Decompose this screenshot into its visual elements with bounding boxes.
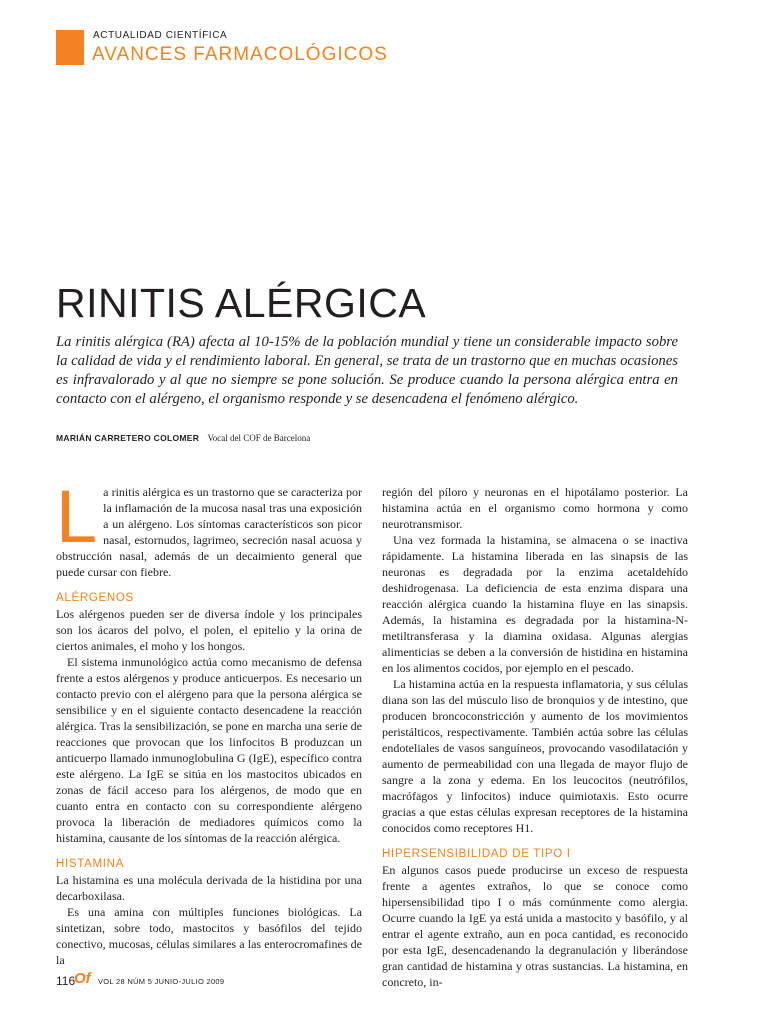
intro-text: a rinitis alérgica es un trastorno que se caracteriza por la inflamación de la mucosa nasal tras una exposición a un alérgeno. Los síntomas característicos son picor nasal, estornudos, lagrimeo, secreción nasal acuosa y obstrucción nasal, además de un decaimiento general que puede cursar con fiebre. (56, 485, 362, 579)
paragraph: El sistema inmunológico actúa como mecanismo de defensa frente a estos alérgenos y produce anticuerpos. Es necesario un contacto previo con el alérgeno para que la persona alérgica se sensibilice y en el siguiente contacto desencadene la reacción alérgica. Tras la sensibilización, se pone en marcha una serie de reacciones que provocan que los linfocitos B produzcan un anticuerpo llamado inmunoglobulina G (IgE), específico contra este alérgeno. La IgE se sitúa en los mastocitos ubicados en zonas de fácil acceso para los alérgenos, de modo que en cuanto entra en contacto con su correspondiente alérgeno provoca la liberación de mediadores químicos como la histamina, causante de los síntomas de la reacción alérgica. (56, 655, 362, 845)
author-role: Vocal del COF de Barcelona (207, 433, 311, 443)
magazine-logo: Of (74, 970, 91, 987)
author-name: MARIÁN CARRETERO COLOMER (56, 433, 200, 443)
column-left (56, 475, 362, 967)
paragraph: La histamina es una molécula derivada de la histidina por una decarboxilasa. (56, 873, 362, 903)
article-lead: La rinitis alérgica (RA) afecta al 10-15% de la población mundial y tiene un considerable impacto sobre la calidad de vida y el rendimiento laboral. En general, se trata de un trastorno que en muchas ocasiones es infravalorado y al que no siempre se pone solución. Se produce cuando la persona alérgica entra en contacto con el alérgeno, el organismo responde y se desencadena el fenómeno alérgico. (56, 334, 678, 407)
page-number: 116 (56, 974, 76, 988)
heading-alergenos: ALÉRGENOS (56, 592, 134, 604)
heading-histamina: HISTAMINA (56, 858, 125, 870)
section-title: AVANCES FARMACOLÓGICOS (92, 44, 388, 65)
issue-info: VOL 28 NÚM 5 JUNIO-JULIO 2009 (98, 977, 225, 986)
heading-hipersensibilidad: HIPERSENSIBILIDAD DE TIPO I (382, 848, 571, 860)
paragraph: En algunos casos puede producirse un exceso de respuesta frente a agentes extraños, lo que se conoce como hipersensibilidad tipo I o más comúnmente como alergia. Ocurre cuando la IgE ya está unida a mastocito y basófilo, y al entrar el agente extraño, aun en poca cantidad, es reconocido por esta IgE, desencadenando la degranulación y liberándose gran cantidad de histamina y otras sustancias. La histamina, en concreto, in- (382, 863, 688, 989)
paragraph: región del píloro y neuronas en el hipotálamo posterior. La histamina actúa en el organismo como hormona y como neurotransmisor. (382, 485, 688, 531)
paragraph: Es una amina con múltiples funciones biológicas. La sintetizan, sobre todo, mastocitos y basófilos del tejido conectivo, mucosas, células similares a las enterocromafines de la (56, 905, 362, 967)
article-title: RINITIS ALÉRGICA (56, 280, 427, 326)
intro-paragraph (56, 475, 362, 580)
paragraph: La histamina actúa en la respuesta inflamatoria, y sus células diana son las del músculo liso de bronquios y de intestino, que producen broncoconstricción y aumento de los movimientos peristálticos, respectivamente. También actúa sobre las células endoteliales de vasos sanguíneos, provocando vasodilatación y aumento de permeabilidad con una llegada de mayor flujo de sangre a la zona y edema. En los leucocitos (neutrófilos, macrófagos y linfocitos) induce quimiotaxis. Esto ocurre gracias a que estas células expresan receptores de la histamina conocidos como receptores H1. (382, 677, 688, 835)
paragraph: Una vez formada la histamina, se almacena o se inactiva rápidamente. La histamina liberada en las sinapsis de las neuronas es degradada por la enzima acetaldehído deshidrogenasa. La deficiencia de esta enzima dispara una reacción alérgica cuando la histamina fluye en las sinapsis. Además, la histamina es degradada por la histamina-N-metiltransferasa y la diamina oxidasa. Algunas alergias alimenticias se deben a la conversión de histidina en histamina en los alimentos cocidos, por ejemplo en el pescado. (382, 533, 688, 675)
drop-cap: L (56, 475, 98, 558)
section-marker (56, 30, 84, 65)
byline (56, 433, 310, 443)
column-right (382, 484, 688, 989)
paragraph: Los alérgenos pueden ser de diversa índole y los principales son los ácaros del polvo, el polen, el epitelio y la orina de ciertos animales, el moho y los hongos. (56, 607, 362, 653)
section-kicker: ACTUALIDAD CIENTÍFICA (93, 30, 228, 41)
